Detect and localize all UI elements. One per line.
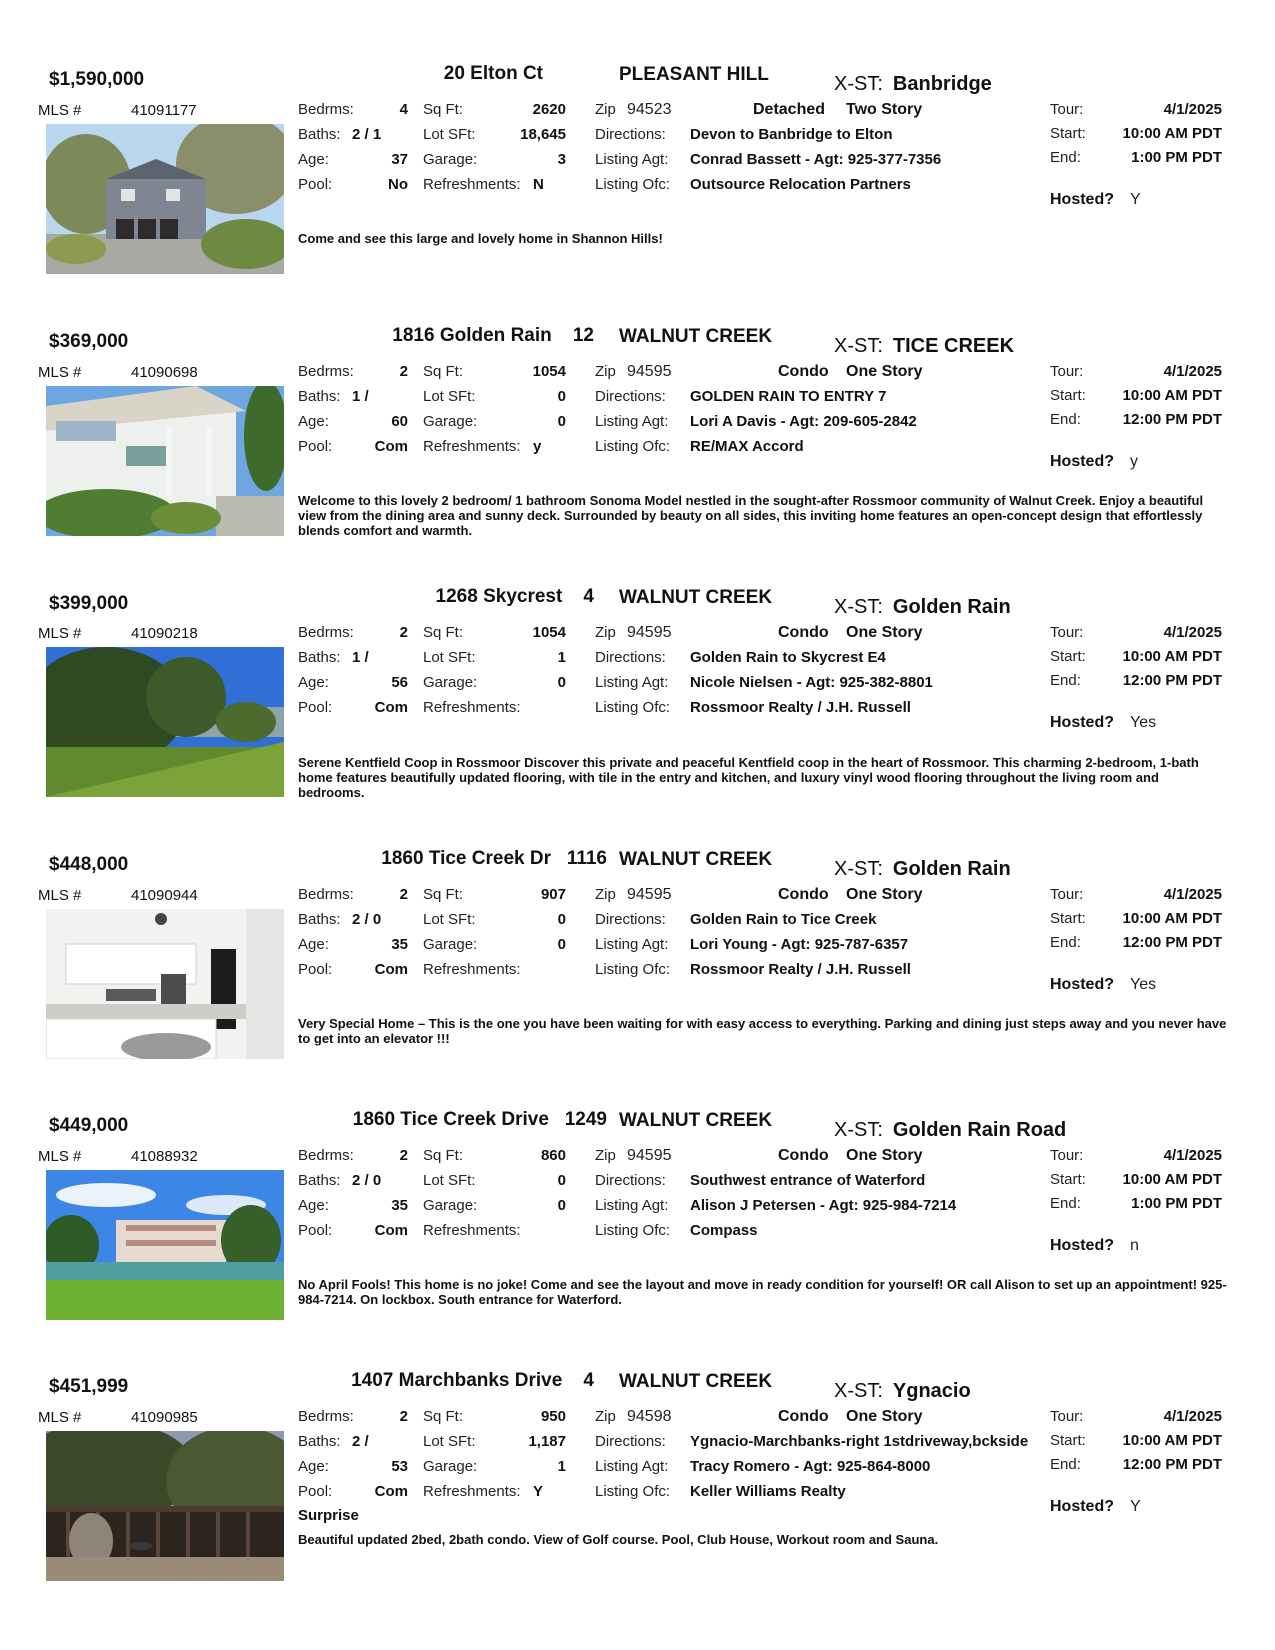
tour-date: 4/1/2025: [1163, 886, 1222, 903]
garage-value: 0: [557, 936, 566, 953]
start-time: 10:00 AM PDT: [1122, 387, 1222, 404]
property-stories: One Story: [846, 886, 923, 903]
property-type: Condo: [778, 363, 829, 380]
listing-price: $1,590,000: [49, 69, 145, 90]
listing-office-value: Rossmoor Realty / J.H. Russell: [690, 961, 911, 978]
cross-street: [834, 335, 1014, 358]
start-time: 10:00 AM PDT: [1122, 910, 1222, 927]
listing-agent-value: Alison J Petersen - Agt: 925-984-7214: [690, 1197, 957, 1214]
pool-value: Com: [374, 1483, 408, 1500]
tour-label: Tour:: [1050, 624, 1084, 641]
lotsft-label: Lot SFt:: [423, 649, 476, 666]
start-time: 10:00 AM PDT: [1122, 125, 1222, 142]
listing-office-value: RE/MAX Accord: [690, 438, 804, 455]
baths-value: 2 / 0: [352, 1172, 382, 1189]
listing-description: Beautiful updated 2bed, 2bath condo. View of Golf course. Pool, Club House, Workout room and Sauna.: [298, 1532, 939, 1547]
zip-label: Zip: [595, 1147, 616, 1164]
start-label: Start:: [1050, 387, 1086, 404]
listing-city: WALNUT CREEK: [619, 1371, 773, 1392]
listing-address: 1860 Tice Creek Drive 1249: [352, 1109, 607, 1130]
end-label: End:: [1050, 672, 1081, 689]
property-stories: One Story: [846, 363, 923, 380]
listing-address: 1407 Marchbanks Drive 4: [351, 1370, 594, 1391]
sqft-label: Sq Ft:: [423, 101, 464, 118]
directions-value: Devon to Banbridge to Elton: [690, 126, 893, 143]
mls-number: 41090218: [131, 625, 198, 642]
sqft-label: Sq Ft:: [423, 1147, 464, 1164]
end-label: End:: [1050, 934, 1081, 951]
property-photo[interactable]: [46, 909, 284, 1059]
listing-agent-label: Listing Agt:: [595, 413, 669, 430]
age-value: 56: [391, 674, 408, 691]
refreshments-label: Refreshments:: [423, 438, 521, 455]
bedrms-label: Bedrms:: [298, 1147, 354, 1164]
end-time: 12:00 PM PDT: [1122, 1456, 1222, 1473]
cross-street-label: X-ST:: [834, 73, 883, 95]
lotsft-value: 0: [557, 388, 566, 405]
bedrms-label: Bedrms:: [298, 1408, 354, 1425]
listing-price: $369,000: [49, 331, 129, 352]
pool-label: Pool:: [298, 1222, 333, 1239]
listing-card: [0, 1109, 1275, 1357]
directions-value: Ygnacio-Marchbanks-right 1stdriveway,bckside: [690, 1433, 1029, 1450]
listing-address: 1860 Tice Creek Dr 1116: [381, 848, 607, 869]
zip-value: 94595: [627, 624, 672, 641]
mls-label: MLS #: [38, 1409, 82, 1426]
bedrms-value: 2: [399, 363, 408, 380]
mls-label: MLS #: [38, 625, 82, 642]
listing-card: [0, 325, 1275, 573]
tour-label: Tour:: [1050, 1147, 1084, 1164]
age-label: Age:: [298, 1197, 329, 1214]
cross-street-value: Golden Rain: [892, 858, 1011, 880]
listing-description: Serene Kentfield Coop in Rossmoor Discover this private and peaceful Kentfield coop in the heart of Rossmoor. This charming 2-bedroom, 1-bath home features beautifully updated flooring, with tile in the entry and kitchen, and luxury vinyl wood flooring throughout the living room and bedrooms.: [298, 755, 1199, 800]
listing-office-label: Listing Ofc:: [595, 176, 671, 193]
listing-city: PLEASANT HILL: [619, 64, 769, 85]
bedrms-label: Bedrms:: [298, 624, 354, 641]
listing-office-label: Listing Ofc:: [595, 961, 671, 978]
sqft-value: 1054: [532, 363, 566, 380]
directions-label: Directions:: [595, 126, 666, 143]
pool-value: No: [388, 176, 408, 193]
cross-street-value: TICE CREEK: [892, 335, 1015, 357]
property-type: Condo: [778, 886, 829, 903]
bedrms-value: 2: [399, 886, 408, 903]
end-time: 12:00 PM PDT: [1122, 934, 1222, 951]
listing-agent-value: Nicole Nielsen - Agt: 925-382-8801: [690, 674, 933, 691]
lotsft-value: 0: [557, 1172, 566, 1189]
listing-card: [0, 848, 1275, 1096]
end-label: End:: [1050, 1195, 1081, 1212]
directions-label: Directions:: [595, 1172, 666, 1189]
listing-city: WALNUT CREEK: [619, 1110, 773, 1131]
pool-value: Com: [374, 699, 408, 716]
hosted-value: Y: [1130, 191, 1141, 208]
hosted-value: Yes: [1130, 976, 1157, 993]
tour-label: Tour:: [1050, 363, 1084, 380]
garage-value: 0: [557, 413, 566, 430]
tour-date: 4/1/2025: [1163, 1408, 1222, 1425]
garage-label: Garage:: [423, 1197, 478, 1214]
start-label: Start:: [1050, 910, 1086, 927]
start-time: 10:00 AM PDT: [1122, 1171, 1222, 1188]
bedrms-label: Bedrms:: [298, 886, 354, 903]
lotsft-value: 1: [557, 649, 566, 666]
refreshments-label: Refreshments:: [423, 1483, 521, 1500]
zip-value: 94598: [627, 1408, 672, 1425]
property-type: Condo: [778, 624, 829, 641]
hosted-label: Hosted?: [1050, 1498, 1114, 1515]
end-time: 12:00 PM PDT: [1122, 672, 1222, 689]
listing-address: 1268 Skycrest 4: [435, 586, 594, 607]
cross-street-value: Ygnacio: [892, 1380, 971, 1402]
pool-label: Pool:: [298, 1483, 333, 1500]
hosted-label: Hosted?: [1050, 453, 1114, 470]
directions-value: GOLDEN RAIN TO ENTRY 7: [690, 388, 887, 405]
listing-office-label: Listing Ofc:: [595, 1222, 671, 1239]
garage-value: 0: [557, 1197, 566, 1214]
cross-street: [834, 73, 992, 96]
hosted-label: Hosted?: [1050, 976, 1114, 993]
mls-label: MLS #: [38, 887, 82, 904]
pool-value: Com: [374, 961, 408, 978]
baths-label: Baths:: [298, 1433, 341, 1450]
lotsft-label: Lot SFt:: [423, 1172, 476, 1189]
directions-value: Southwest entrance of Waterford: [690, 1172, 926, 1189]
baths-value: 1 /: [352, 649, 369, 666]
hosted-label: Hosted?: [1050, 714, 1114, 731]
directions-value: Golden Rain to Tice Creek: [690, 911, 877, 928]
listing-office-label: Listing Ofc:: [595, 1483, 671, 1500]
mls-label: MLS #: [38, 364, 82, 381]
directions-label: Directions:: [595, 911, 666, 928]
age-label: Age:: [298, 1458, 329, 1475]
sqft-label: Sq Ft:: [423, 624, 464, 641]
listing-office-value: Keller Williams Realty: [690, 1483, 846, 1500]
cross-street-label: X-ST:: [834, 1380, 883, 1402]
refreshments-label: Refreshments:: [423, 961, 521, 978]
lotsft-value: 0: [557, 911, 566, 928]
property-photo[interactable]: [46, 386, 284, 536]
zip-label: Zip: [595, 363, 616, 380]
hosted-value: n: [1130, 1237, 1139, 1254]
end-time: 1:00 PM PDT: [1131, 149, 1222, 166]
bedrms-value: 2: [399, 1147, 408, 1164]
age-value: 37: [391, 151, 408, 168]
listing-office-value: Compass: [690, 1222, 758, 1239]
garage-label: Garage:: [423, 936, 478, 953]
age-label: Age:: [298, 674, 329, 691]
age-value: 60: [391, 413, 408, 430]
listing-price: $448,000: [49, 854, 129, 875]
cross-street-label: X-ST:: [834, 1119, 883, 1141]
listing-agent-label: Listing Agt:: [595, 674, 669, 691]
property-stories: Two Story: [846, 101, 923, 118]
age-label: Age:: [298, 936, 329, 953]
cross-street: [834, 596, 1011, 619]
age-value: 35: [391, 1197, 408, 1214]
age-label: Age:: [298, 413, 329, 430]
listing-office-value: Outsource Relocation Partners: [690, 176, 911, 193]
zip-value: 94523: [627, 101, 672, 118]
zip-label: Zip: [595, 886, 616, 903]
mls-number: 41088932: [131, 1148, 198, 1165]
baths-value: 2 / 1: [352, 126, 382, 143]
listing-price: $399,000: [49, 593, 129, 614]
listing-price: $449,000: [49, 1115, 129, 1136]
pool-label: Pool:: [298, 699, 333, 716]
mls-number: 41090985: [131, 1409, 198, 1426]
listing-city: WALNUT CREEK: [619, 587, 773, 608]
property-photo[interactable]: [46, 1431, 284, 1581]
sqft-value: 907: [540, 886, 566, 903]
tour-label: Tour:: [1050, 101, 1084, 118]
listing-office-label: Listing Ofc:: [595, 438, 671, 455]
listing-description: Welcome to this lovely 2 bedroom/ 1 bathroom Sonoma Model nestled in the sought-after Rossmoor community of Walnut Creek. Enjoy a beautiful view from the dining area and sunny deck. Surrounded by beauty on all sides, this inviting home features an open-concept design that effortlessly blends comfort and warmth.: [298, 493, 1204, 538]
listing-agent-value: Conrad Bassett - Agt: 925-377-7356: [690, 151, 942, 168]
garage-label: Garage:: [423, 413, 478, 430]
start-label: Start:: [1050, 1171, 1086, 1188]
refreshments-label: Refreshments:: [423, 176, 521, 193]
pool-label: Pool:: [298, 176, 333, 193]
refreshments-label: Refreshments:: [423, 1222, 521, 1239]
tour-label: Tour:: [1050, 1408, 1084, 1425]
mls-number: 41090698: [131, 364, 198, 381]
zip-value: 94595: [627, 363, 672, 380]
garage-label: Garage:: [423, 674, 478, 691]
listing-office-label: Listing Ofc:: [595, 699, 671, 716]
property-photo[interactable]: [46, 1170, 284, 1320]
tour-label: Tour:: [1050, 886, 1084, 903]
cross-street-label: X-ST:: [834, 858, 883, 880]
property-stories: One Story: [846, 1408, 923, 1425]
zip-value: 94595: [627, 1147, 672, 1164]
end-time: 12:00 PM PDT: [1122, 411, 1222, 428]
start-time: 10:00 AM PDT: [1122, 1432, 1222, 1449]
bedrms-label: Bedrms:: [298, 101, 354, 118]
start-label: Start:: [1050, 125, 1086, 142]
directions-label: Directions:: [595, 1433, 666, 1450]
baths-value: 2 / 0: [352, 911, 382, 928]
garage-value: 0: [557, 674, 566, 691]
property-stories: One Story: [846, 1147, 923, 1164]
tour-date: 4/1/2025: [1163, 624, 1222, 641]
start-label: Start:: [1050, 1432, 1086, 1449]
bedrms-value: 4: [399, 101, 408, 118]
property-photo[interactable]: [46, 647, 284, 797]
listing-agent-label: Listing Agt:: [595, 1458, 669, 1475]
hosted-value: Y: [1130, 1498, 1141, 1515]
sqft-label: Sq Ft:: [423, 1408, 464, 1425]
mls-number: 41090944: [131, 887, 198, 904]
listing-card: [0, 1370, 1275, 1618]
age-label: Age:: [298, 151, 329, 168]
bedrms-label: Bedrms:: [298, 363, 354, 380]
listing-card: [0, 63, 1275, 311]
listing-address: 1816 Golden Rain 12: [392, 325, 594, 346]
listing-agent-label: Listing Agt:: [595, 936, 669, 953]
listing-card: [0, 586, 1275, 834]
cross-street-label: X-ST:: [834, 335, 883, 357]
age-value: 35: [391, 936, 408, 953]
bedrms-value: 2: [399, 624, 408, 641]
zip-label: Zip: [595, 624, 616, 641]
baths-label: Baths:: [298, 388, 341, 405]
zip-label: Zip: [595, 101, 616, 118]
bedrms-value: 2: [399, 1408, 408, 1425]
lotsft-label: Lot SFt:: [423, 388, 476, 405]
property-photo[interactable]: [46, 124, 284, 274]
end-label: End:: [1050, 411, 1081, 428]
zip-value: 94595: [627, 886, 672, 903]
sqft-value: 950: [540, 1408, 566, 1425]
lotsft-label: Lot SFt:: [423, 1433, 476, 1450]
sqft-label: Sq Ft:: [423, 363, 464, 380]
lotsft-label: Lot SFt:: [423, 911, 476, 928]
end-time: 1:00 PM PDT: [1131, 1195, 1222, 1212]
hosted-label: Hosted?: [1050, 191, 1114, 208]
directions-value: Golden Rain to Skycrest E4: [690, 649, 886, 666]
start-time: 10:00 AM PDT: [1122, 648, 1222, 665]
hosted-value: y: [1130, 453, 1138, 470]
listing-office-value: Rossmoor Realty / J.H. Russell: [690, 699, 911, 716]
start-label: Start:: [1050, 648, 1086, 665]
zip-label: Zip: [595, 1408, 616, 1425]
pool-label: Pool:: [298, 961, 333, 978]
directions-label: Directions:: [595, 649, 666, 666]
property-stories: One Story: [846, 624, 923, 641]
cross-street: [834, 858, 1011, 881]
garage-value: 1: [557, 1458, 566, 1475]
hosted-label: Hosted?: [1050, 1237, 1114, 1254]
property-type: Condo: [778, 1147, 829, 1164]
cross-street-value: Banbridge: [892, 73, 992, 95]
refreshments-value: N: [533, 176, 544, 193]
tour-date: 4/1/2025: [1163, 101, 1222, 118]
pool-label: Pool:: [298, 438, 333, 455]
cross-street: [834, 1380, 971, 1403]
refreshments-extra: Surprise: [298, 1507, 359, 1524]
pool-value: Com: [374, 438, 408, 455]
garage-value: 3: [557, 151, 566, 168]
tour-date: 4/1/2025: [1163, 363, 1222, 380]
baths-label: Baths:: [298, 1172, 341, 1189]
cross-street: [834, 1119, 1066, 1142]
refreshments-value: y: [533, 438, 542, 455]
end-label: End:: [1050, 1456, 1081, 1473]
listing-city: WALNUT CREEK: [619, 326, 773, 347]
garage-label: Garage:: [423, 151, 478, 168]
baths-value: 1 /: [352, 388, 369, 405]
baths-label: Baths:: [298, 911, 341, 928]
listing-description: Very Special Home – This is the one you have been waiting for with easy access to everything. Parking and dining just steps away and you never have to get into an elevator !!!: [298, 1016, 1227, 1046]
lotsft-value: 18,645: [520, 126, 566, 143]
cross-street-label: X-ST:: [834, 596, 883, 618]
baths-value: 2 /: [352, 1433, 369, 1450]
sqft-value: 2620: [532, 101, 566, 118]
listing-address: 20 Elton Ct: [443, 63, 543, 84]
refreshments-value: Y: [533, 1483, 544, 1500]
listing-agent-value: Lori Young - Agt: 925-787-6357: [690, 936, 909, 953]
refreshments-label: Refreshments:: [423, 699, 521, 716]
listing-city: WALNUT CREEK: [619, 849, 773, 870]
hosted-value: Yes: [1130, 714, 1157, 731]
pool-value: Com: [374, 1222, 408, 1239]
mls-number: 41091177: [131, 102, 197, 119]
garage-label: Garage:: [423, 1458, 478, 1475]
directions-label: Directions:: [595, 388, 666, 405]
mls-label: MLS #: [38, 102, 82, 119]
property-type: Condo: [778, 1408, 829, 1425]
listing-agent-value: Lori A Davis - Agt: 209-605-2842: [690, 413, 917, 430]
lotsft-label: Lot SFt:: [423, 126, 476, 143]
mls-label: MLS #: [38, 1148, 82, 1165]
tour-date: 4/1/2025: [1163, 1147, 1222, 1164]
baths-label: Baths:: [298, 126, 341, 143]
listing-agent-label: Listing Agt:: [595, 1197, 669, 1214]
listing-description: Come and see this large and lovely home in Shannon Hills!: [298, 231, 663, 246]
sqft-value: 1054: [532, 624, 566, 641]
property-type: Detached: [753, 101, 826, 118]
end-label: End:: [1050, 149, 1081, 166]
sqft-label: Sq Ft:: [423, 886, 464, 903]
baths-label: Baths:: [298, 649, 341, 666]
cross-street-value: Golden Rain Road: [892, 1119, 1067, 1141]
listing-price: $451,999: [49, 1376, 129, 1397]
age-value: 53: [391, 1458, 408, 1475]
cross-street-value: Golden Rain: [892, 596, 1011, 618]
sqft-value: 860: [540, 1147, 566, 1164]
listing-agent-label: Listing Agt:: [595, 151, 669, 168]
listing-description: No April Fools! This home is no joke! Come and see the layout and move in ready condition for yourself! OR call Alison to set up an appointment! 925-984-7214. On lockbox. South entrance for Waterford.: [298, 1277, 1227, 1307]
listing-agent-value: Tracy Romero - Agt: 925-864-8000: [690, 1458, 931, 1475]
lotsft-value: 1,187: [528, 1433, 566, 1450]
